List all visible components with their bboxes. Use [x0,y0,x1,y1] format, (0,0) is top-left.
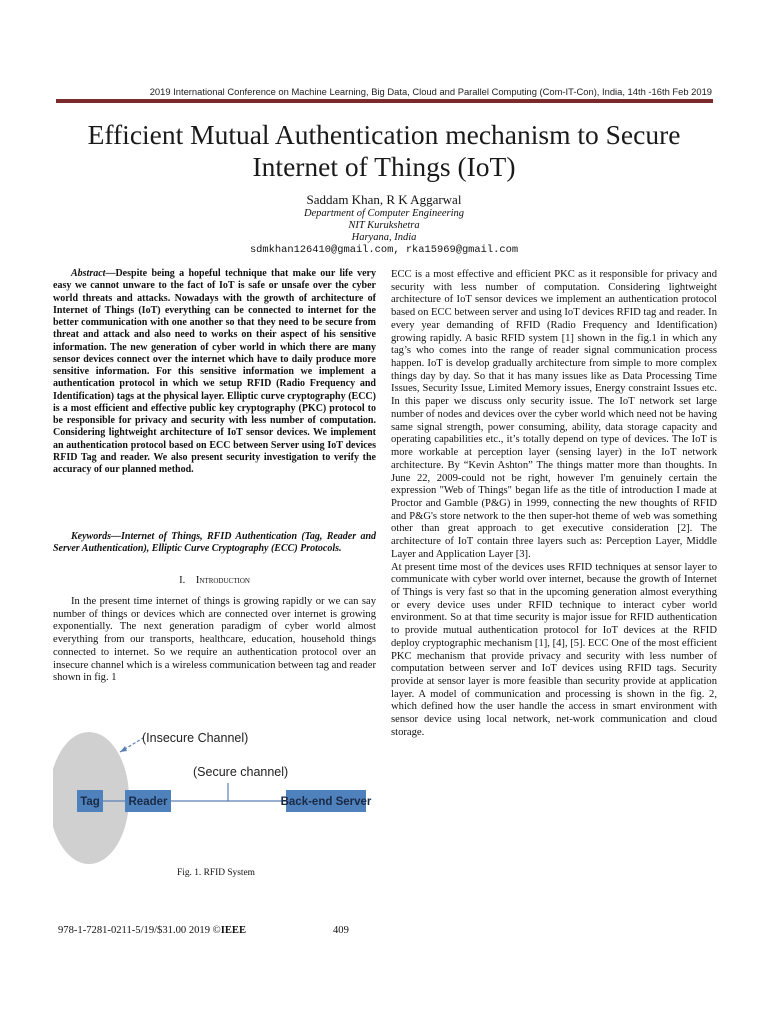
abstract-label: Abstract [71,268,106,279]
authors: Saddam Khan, R K Aggarwal [306,192,462,207]
title-line-2: Internet of Things (IoT) [252,151,516,182]
insecure-channel-label: (Insecure Channel) [142,731,249,745]
isbn-text: 978-1-7281-0211-5/19/$31.00 2019 © [58,925,221,936]
section-number: I. [179,575,186,586]
reader-label: Reader [128,796,168,808]
institute: NIT Kurukshetra [348,220,420,231]
right-paragraph-2: At present time most of the devices uses RFID techniques at sensor layer to communicate with cyber world over internet, because the growth of Internet of Things is very fast so that in the upcoming generation almost everything or every device uses under RFID technique to interact cyber world environment. So at that time security is major issue for RFID authentication to provide mutual authentication protocol for IoT devices at the RFID deploy cryptographic mechanism [1], [4], [5]. ECC One of the most efficient PKC mechanism that provide privacy and security with less number of computation between server and IoT devices using RFID tags. Security provide at sensor layer is more feasible than security provide at application layer. A model of communication and processing is shown in the fig. 2, which defined how the user handle the access in smart environment with sensor device using local network, net-work communication and cloud storage. [391,561,717,738]
insecure-arrow-icon [120,746,127,752]
tag-label: Tag [80,796,100,808]
right-paragraph-1: ECC is a most effective and efficient PKC as it responsible for privacy and security with less number of computation. Considering lightweight architecture of IoT sensor devices we implement an authentication protocol based on ECC between server and using IoT devices RFID tag and reader. In every year demanding of RFID (Radio Frequency and Identification) growing rapidly. A basic RFID system [1] shown in the fig.1 in which any tag’s who comes into the range of reader signal communication process happen. IoT is develop gradually architecture from simple to more complex things day by day. So that it has many issues like as Data Processing Time Issues, Security Issue, Limited Memory issues, Energy constraint Issues etc. In this paper we discuss only security issue. The IoT network set large number of nodes and devices over the cyber world which need not be having same signal strength, power consuming, ability, data storage capacity and operating capabilities etc., it’s totally depend on type of devices. The IoT is more workable at perception layer (sensing layer) in the IoT network architecture. By “Kevin Ashton” The things matter more than thoughts. In June 22, 2009-could not be right, however I'm genuinely certain the expression "Web of Things" began life as the title of introduction I made at Proctor and Gamble (P&G) in 1999, connecting the new thoughts of RFID and P&G's store network to the then super-hot theme of web was something other than great approach to get executive consideration [2]. The architecture of IoT contain three layers such as: Perception Layer, Middle Layer and Application Layer [3]. [391,269,717,560]
introduction-paragraph: In the present time internet of things is growing rapidly or we can say number of things or devices which are connected over internet is growing exponentially. The next generation paradigm of cyber world almost everything from our transports, healthcare, education, household things connected to internet. So we require an authentication protocol over an insecure channel which is a wireless communication between tag and reader shown in fig. 1 [53,596,376,684]
author-emails: sdmkhan126410@gmail.com, rka15969@gmail.com [249,244,519,256]
abstract-text: —Despite being a hopeful technique that make our life very easy we cannot unware to the fact of IoT is safe or unsafe over the cyber world threats and attacks. Nowadays with the growth of architecture of Internet of Things (IoT) everything can be connected to internet for the better communication with one another so that they need to be secure from threat and attack and also need to works on their aspect of his sensitive information. The new generation of cyber world in which there are many sensor devices connect over the internet which have to daily produce more sensitive information. For this sensitive information we implement a authentication protocol in which we setup RFID (Radio Frequency and Identification) tags at the physical layer. Elliptic curve cryptography (ECC) is a most efficient and effective public key cryptography (PKC) protocol to be responsible for privacy and security with less number of computation. Considering lightweight architecture of IoT sensor devices. We implement an authentication protocol based on ECC between Server using IoT devices RFID Tag and reader. We also present security investigation to verify the accuracy of our planned method. [53,268,376,475]
footer-isbn [58,925,246,936]
section-title: Introduction [195,575,250,586]
right-column [391,269,717,740]
server-label: Back-end Server [280,796,372,808]
figure-caption: Fig. 1. RFID System [177,868,255,878]
abstract [53,268,376,476]
department: Department of Computer Engineering [303,208,465,219]
section-heading-introduction [53,575,376,586]
keywords: Keywords—Internet of Things, RFID Authentication (Tag, Reader and Server Authentication), Elliptic Curve Cryptography (ECC) Protocols. [53,531,376,555]
page-number: 409 [333,925,349,936]
paper-title [40,119,728,183]
title-line-1: Efficient Mutual Authentication mechanism to Secure [87,119,681,150]
ieee-mark: IEEE [220,925,247,936]
header-rule [56,99,713,103]
location: Haryana, India [351,232,417,243]
conference-header: 2019 International Conference on Machine Learning, Big Data, Cloud and Parallel Computing (Com-IT-Con), India, 14th -16th Feb 2019 [149,86,712,97]
secure-channel-label: (Secure channel) [193,765,289,779]
figure-rfid-system [53,718,379,864]
